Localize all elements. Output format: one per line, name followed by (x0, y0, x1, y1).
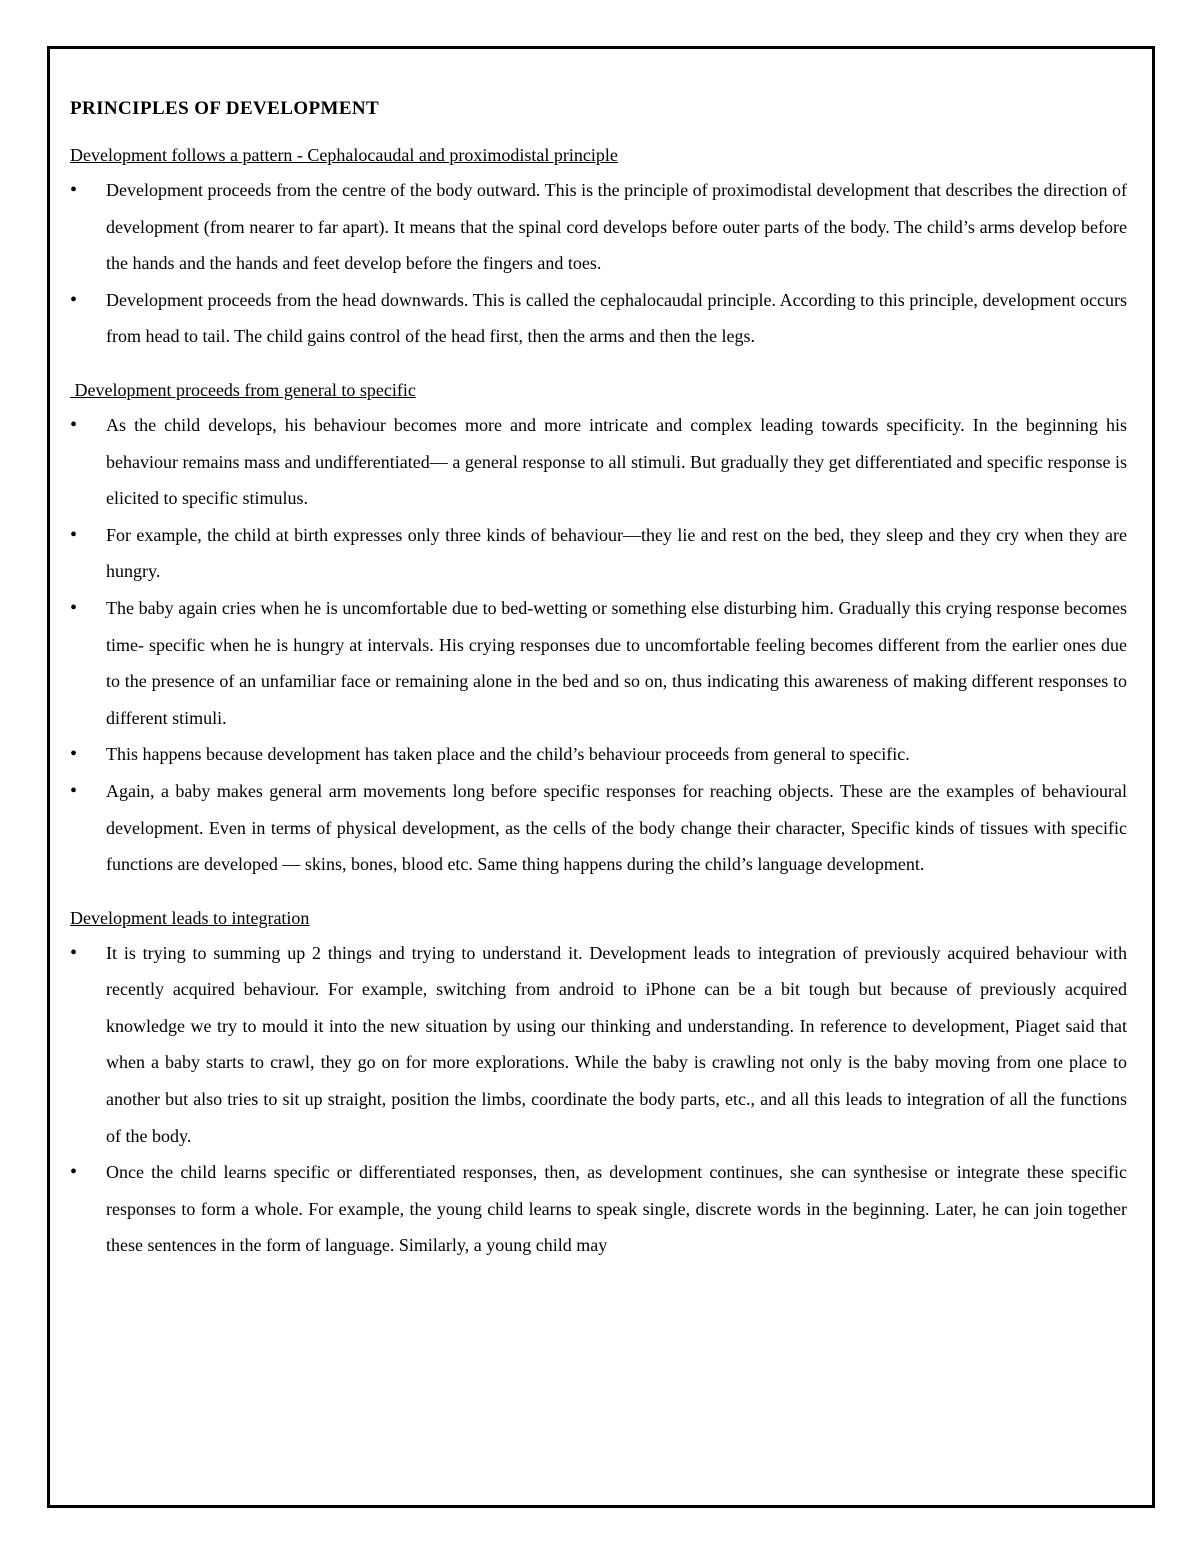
list-item: • As the child develops, his behaviour becomes more and more intricate and complex leading towards specificity. In the beginning his behaviour remains mass and undifferentiated— a general response to all stimuli. But gradually they get differentiated and specific response is elicited to specific stimulus. (70, 407, 1127, 517)
section-heading: Development proceeds from general to specific (70, 379, 416, 400)
section-pattern (70, 142, 1127, 355)
section-integration (70, 905, 1127, 1264)
bullet-list (70, 407, 1127, 883)
section-heading: Development follows a pattern - Cephalocaudal and proximodistal principle (70, 145, 618, 165)
list-item: • This happens because development has taken place and the child’s behaviour proceeds from general to specific. (70, 736, 1127, 773)
list-item: • Development proceeds from the centre of the body outward. This is the principle of proximodistal development that describes the direction of development (from nearer to far apart). It means that the spinal cord develops before outer parts of the body. The child’s arms develop before the hands and the hands and feet develop before the fingers and toes. (70, 172, 1127, 282)
list-item: • Again, a baby makes general arm movements long before specific responses for reaching objects. These are the examples of behavioural development. Even in terms of physical development, as the cells of the body change their character, Specific kinds of tissues with specific functions are developed — skins, bones, blood etc. Same thing happens during the child’s language development. (70, 773, 1127, 883)
section-heading: Development leads to integration (70, 907, 310, 928)
document-title: PRINCIPLES OF DEVELOPMENT (70, 98, 380, 119)
list-item: • Once the child learns specific or differentiated responses, then, as development continues, she can synthesise or integrate these specific responses to form a whole. For example, the young child learns to speak single, discrete words in the beginning. Later, he can join together these sentences in the form of language. Similarly, a young child may (70, 1154, 1127, 1264)
list-item: • The baby again cries when he is uncomfortable due to bed-wetting or something else disturbing him. Gradually this crying response becomes time- specific when he is hungry at intervals. His crying responses due to uncomfortable feeling becomes different from the earlier ones due to the presence of an unfamiliar face or remaining alone in the bed and so on, thus indicating this awareness of making different responses to different stimuli. (70, 590, 1127, 736)
bullet-list (70, 172, 1127, 355)
list-item: • For example, the child at birth expresses only three kinds of behaviour—they lie and rest on the bed, they sleep and they cry when they are hungry. (70, 517, 1127, 590)
document-body (70, 96, 1127, 1264)
section-general-to-specific (70, 377, 1127, 883)
bullet-list (70, 935, 1127, 1264)
list-item: • It is trying to summing up 2 things and trying to understand it. Development leads to integration of previously acquired behaviour with recently acquired behaviour. For example, switching from android to iPhone can be a bit tough but because of previously acquired knowledge we try to mould it into the new situation by using our thinking and understanding. In reference to development, Piaget said that when a baby starts to crawl, they go on for more explorations. While the baby is crawling not only is the baby moving from one place to another but also tries to sit up straight, position the limbs, coordinate the body parts, etc., and all this leads to integration of all the functions of the body. (70, 935, 1127, 1155)
list-item: • Development proceeds from the head downwards. This is called the cephalocaudal principle. According to this principle, development occurs from head to tail. The child gains control of the head first, then the arms and then the legs. (70, 282, 1127, 355)
